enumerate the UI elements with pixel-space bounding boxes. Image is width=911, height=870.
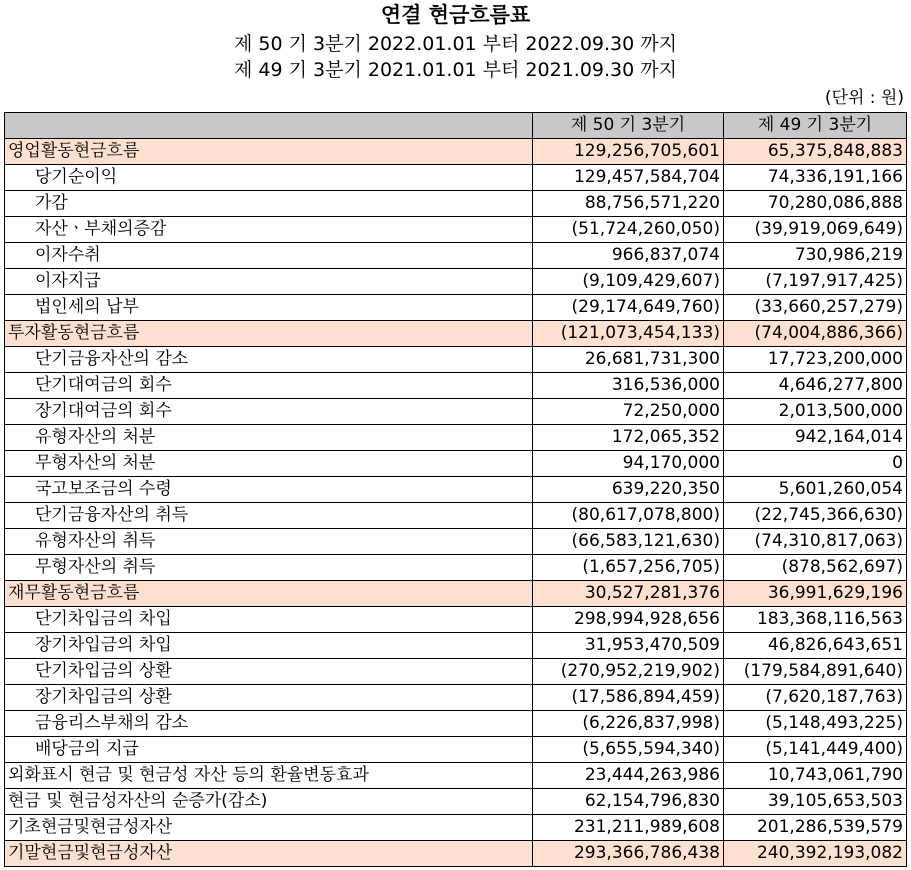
row-label: 배당금의 지급 <box>5 737 533 763</box>
row-label: 단기대여금의 회수 <box>5 373 533 399</box>
statement-title: 연결 현금흐름표 <box>380 3 531 27</box>
value-current: 966,837,074 <box>533 243 724 269</box>
row-label: 단기차입금의 상환 <box>5 659 533 685</box>
row-label: 무형자산의 취득 <box>5 555 533 581</box>
value-current: (5,655,594,340) <box>533 737 724 763</box>
row-label: 투자활동현금흐름 <box>5 321 533 347</box>
column-header-label <box>5 113 533 139</box>
row-label: 단기금융자산의 감소 <box>5 347 533 373</box>
value-prior: 240,392,193,082 <box>724 841 907 867</box>
table-row <box>5 737 907 763</box>
value-current: (17,586,894,459) <box>533 685 724 711</box>
table-row <box>5 451 907 477</box>
value-current: 88,756,571,220 <box>533 191 724 217</box>
value-current: (29,174,649,760) <box>533 295 724 321</box>
row-label: 장기차입금의 차입 <box>5 633 533 659</box>
value-current: 129,457,584,704 <box>533 165 724 191</box>
table-row <box>5 425 907 451</box>
value-current: 316,536,000 <box>533 373 724 399</box>
table-row <box>5 555 907 581</box>
row-label: 자산ㆍ부채의증감 <box>5 217 533 243</box>
row-label: 국고보조금의 수령 <box>5 477 533 503</box>
row-label: 유형자산의 취득 <box>5 529 533 555</box>
prior-period: 제 49 기 3분기 2021.01.01 부터 2021.09.30 까지 <box>234 59 677 81</box>
value-current: (1,657,256,705) <box>533 555 724 581</box>
value-current: 26,681,731,300 <box>533 347 724 373</box>
table-row <box>5 165 907 191</box>
value-prior: (74,310,817,063) <box>724 529 907 555</box>
value-current: 298,994,928,656 <box>533 607 724 633</box>
value-prior: 17,723,200,000 <box>724 347 907 373</box>
value-prior: 2,013,500,000 <box>724 399 907 425</box>
row-label: 이자수취 <box>5 243 533 269</box>
value-current: 172,065,352 <box>533 425 724 451</box>
value-current: (270,952,219,902) <box>533 659 724 685</box>
value-current: 639,220,350 <box>533 477 724 503</box>
column-header-prior: 제 49 기 3분기 <box>724 113 907 139</box>
value-prior: (74,004,886,366) <box>724 321 907 347</box>
row-label: 법인세의 납부 <box>5 295 533 321</box>
table-row <box>5 399 907 425</box>
value-prior: (179,584,891,640) <box>724 659 907 685</box>
value-prior: (878,562,697) <box>724 555 907 581</box>
header-row <box>5 113 907 139</box>
value-prior: (5,148,493,225) <box>724 711 907 737</box>
value-current: 231,211,989,608 <box>533 815 724 841</box>
value-current: 293,366,786,438 <box>533 841 724 867</box>
value-current: (121,073,454,133) <box>533 321 724 347</box>
table-row <box>5 243 907 269</box>
current-period: 제 50 기 3분기 2022.01.01 부터 2022.09.30 까지 <box>234 33 677 55</box>
row-label: 금융리스부채의 감소 <box>5 711 533 737</box>
value-prior: 5,601,260,054 <box>724 477 907 503</box>
value-prior: (33,660,257,279) <box>724 295 907 321</box>
value-prior: (22,745,366,630) <box>724 503 907 529</box>
value-prior: 730,986,219 <box>724 243 907 269</box>
row-label: 당기순이익 <box>5 165 533 191</box>
table-row <box>5 789 907 815</box>
row-label: 장기대여금의 회수 <box>5 399 533 425</box>
value-current: 94,170,000 <box>533 451 724 477</box>
unit-label: (단위 : 원) <box>824 88 904 108</box>
table-row <box>5 685 907 711</box>
value-current: (80,617,078,800) <box>533 503 724 529</box>
table-row <box>5 191 907 217</box>
value-current: 129,256,705,601 <box>533 139 724 165</box>
table-row <box>5 763 907 789</box>
value-prior: 74,336,191,166 <box>724 165 907 191</box>
value-current: (6,226,837,998) <box>533 711 724 737</box>
table-row <box>5 815 907 841</box>
value-prior: (5,141,449,400) <box>724 737 907 763</box>
table-row <box>5 269 907 295</box>
column-header-current: 제 50 기 3분기 <box>533 113 724 139</box>
table-row <box>5 373 907 399</box>
value-current: 30,527,281,376 <box>533 581 724 607</box>
value-current: 72,250,000 <box>533 399 724 425</box>
row-label: 기말현금및현금성자산 <box>5 841 533 867</box>
cash-flow-table <box>4 112 907 867</box>
row-label: 단기차입금의 차입 <box>5 607 533 633</box>
table-row <box>5 503 907 529</box>
value-current: 62,154,796,830 <box>533 789 724 815</box>
table-row <box>5 347 907 373</box>
table-row <box>5 633 907 659</box>
value-current: 23,444,263,986 <box>533 763 724 789</box>
row-label: 유형자산의 처분 <box>5 425 533 451</box>
row-label: 단기금융자산의 취득 <box>5 503 533 529</box>
table-row <box>5 659 907 685</box>
value-prior: 183,368,116,563 <box>724 607 907 633</box>
value-current: 31,953,470,509 <box>533 633 724 659</box>
row-label: 외화표시 현금 및 현금성 자산 등의 환율변동효과 <box>5 763 533 789</box>
value-prior: 70,280,086,888 <box>724 191 907 217</box>
value-prior: 10,743,061,790 <box>724 763 907 789</box>
value-prior: 36,991,629,196 <box>724 581 907 607</box>
row-label: 가감 <box>5 191 533 217</box>
row-label: 무형자산의 처분 <box>5 451 533 477</box>
value-prior: 46,826,643,651 <box>724 633 907 659</box>
section-row <box>5 139 907 165</box>
value-prior: (39,919,069,649) <box>724 217 907 243</box>
table-row <box>5 529 907 555</box>
value-prior: 4,646,277,800 <box>724 373 907 399</box>
value-prior: 65,375,848,883 <box>724 139 907 165</box>
section-row <box>5 321 907 347</box>
value-current: (51,724,260,050) <box>533 217 724 243</box>
value-current: (9,109,429,607) <box>533 269 724 295</box>
section-row <box>5 581 907 607</box>
value-prior: 201,286,539,579 <box>724 815 907 841</box>
table-row <box>5 295 907 321</box>
row-label: 이자지급 <box>5 269 533 295</box>
table-row <box>5 711 907 737</box>
table-row <box>5 477 907 503</box>
value-prior: 0 <box>724 451 907 477</box>
value-prior: 942,164,014 <box>724 425 907 451</box>
value-current: (66,583,121,630) <box>533 529 724 555</box>
value-prior: (7,197,917,425) <box>724 269 907 295</box>
row-label: 장기차입금의 상환 <box>5 685 533 711</box>
table-row <box>5 607 907 633</box>
row-label: 영업활동현금흐름 <box>5 139 533 165</box>
row-label: 기초현금및현금성자산 <box>5 815 533 841</box>
value-prior: (7,620,187,763) <box>724 685 907 711</box>
table-row <box>5 217 907 243</box>
section-row <box>5 841 907 867</box>
row-label: 재무활동현금흐름 <box>5 581 533 607</box>
row-label: 현금 및 현금성자산의 순증가(감소) <box>5 789 533 815</box>
value-prior: 39,105,653,503 <box>724 789 907 815</box>
